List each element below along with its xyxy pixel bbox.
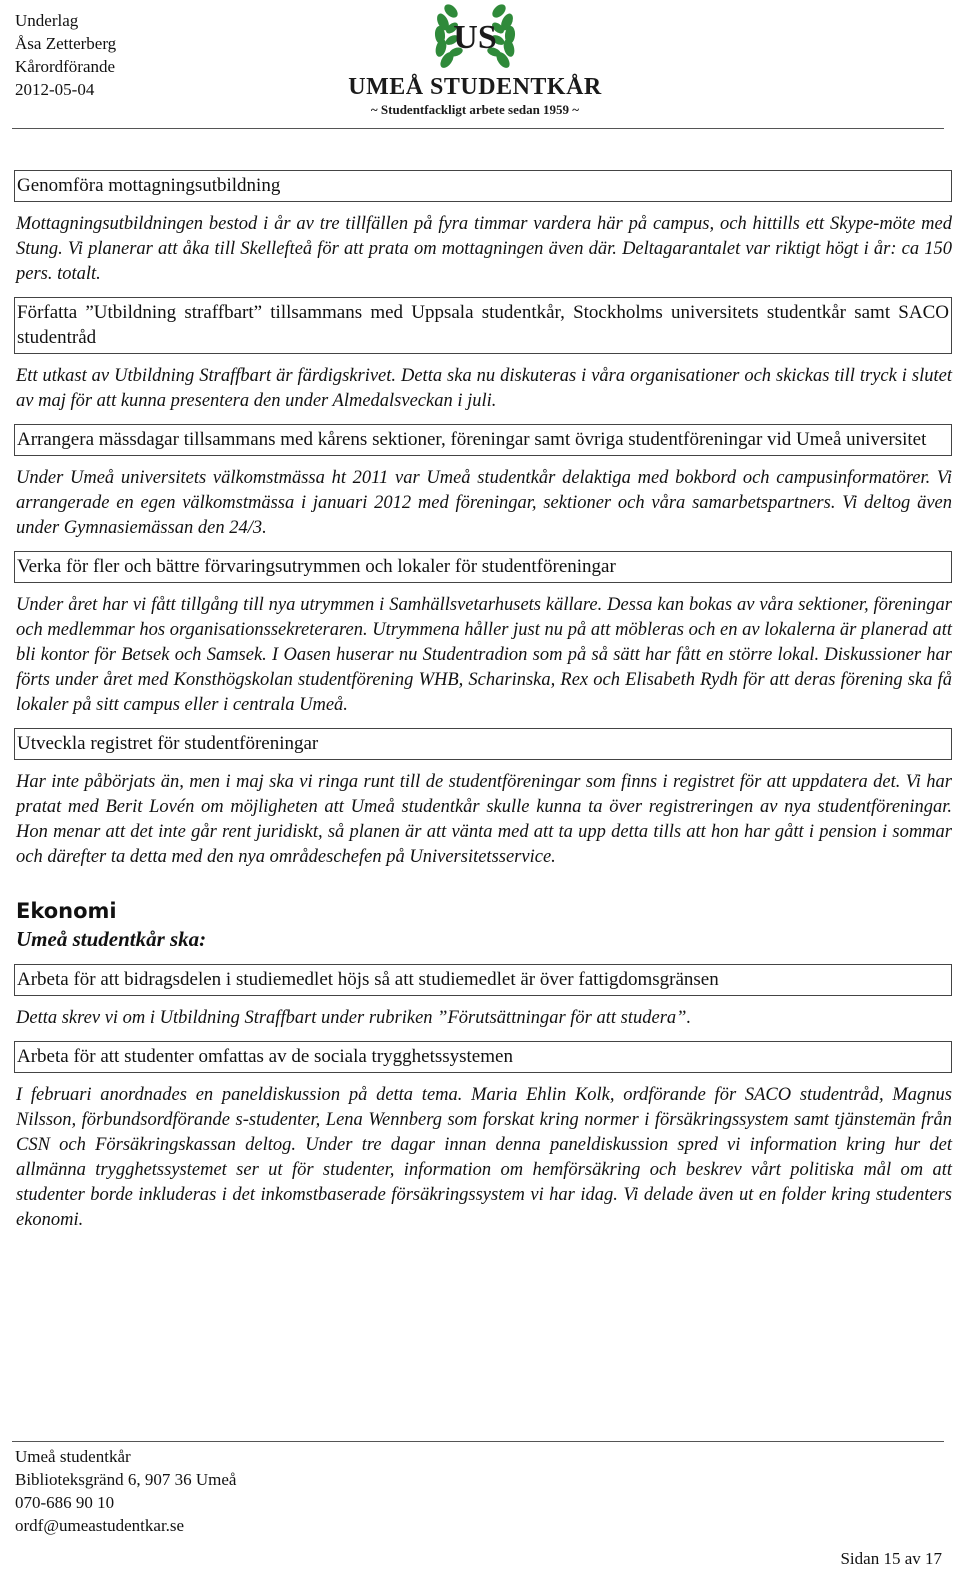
meta-line-date: 2012-05-04 bbox=[15, 80, 95, 99]
body-paragraph: I februari anordnades en paneldiskussion på detta tema. Maria Ehlin Kolk, ordförande för SACO studentråd, Magnus Nilsson, förbundsordförande s-studenter, Lena Wennberg som forskat kring normer i försäkringssystem samt tjänstemän från CSN och Försäkringskassan deltog. Under tre dagar innan denna paneldiskussion spred vi information kring hur det allmänna trygghetssystemet ser ut för studenter, information om hemförsäkring och beskrev vårt politiska mål om att studenter borde inkluderas i det inkomstbaserade försäkringssystem vi har idag. Vi delade även ut en folder kring studenters ekonomi. bbox=[16, 1085, 952, 1230]
logo-monogram: US bbox=[453, 19, 497, 56]
goal-box-forvaringsutrymmen: Verka för fler och bättre förvaringsutrymmen och lokaler för studentföreningar bbox=[14, 551, 952, 583]
logo-title: UMEÅ STUDENTKÅR bbox=[348, 74, 602, 100]
body-paragraph: Mottagningsutbildningen bestod i år av tre tillfällen på fyra timmar vardera här på campus, och hittills ett Skype-möte med Stung. Vi planerar att åka till Skellefteå för att prata om mottagningen även där. Deltagarantalet var riktigt högt i år: ca 150 pers. totalt. bbox=[16, 214, 952, 284]
meta-line-author: Åsa Zetterberg bbox=[15, 34, 117, 53]
footer-contact bbox=[15, 1445, 236, 1537]
footer-email: ordf@umeastudentkar.se bbox=[15, 1516, 185, 1535]
body-paragraph: Har inte påbörjats än, men i maj ska vi ringa runt till de studentföreningar som finns i registret för att uppdatera det. Vi har pratat med Berit Lovén om möjligheten att Umeå studentkår skulle kunna ta över registreringen av nya studentföreningar. Hon menar att det inte går rent juridiskt, så planen är att vänta med att ta upp detta tills att hon har gått i pension i sommar och därefter ta detta med den nya områdeschefen på Universitetsservice. bbox=[16, 772, 952, 867]
goal-box-massdagar: Arrangera mässdagar tillsammans med kårens sektioner, föreningar samt övriga studentföreningar vid Umeå universitet bbox=[14, 424, 952, 456]
document-body bbox=[14, 170, 952, 1243]
footer-phone: 070-686 90 10 bbox=[15, 1493, 115, 1512]
footer-org: Umeå studentkår bbox=[15, 1447, 131, 1466]
body-paragraph: Ett utkast av Utbildning Straffbart är färdigskrivet. Detta ska nu diskuteras i våra organisationer och skickas till tryck i slutet av maj för att kunna presentera den under Almedalsveckan i juli. bbox=[16, 366, 952, 411]
header-divider bbox=[12, 128, 944, 129]
section-heading-ekonomi: Ekonomi bbox=[16, 899, 117, 923]
goal-box-registret: Utveckla registret för studentföreningar bbox=[14, 728, 952, 760]
body-paragraph: Detta skrev vi om i Utbildning Straffbart under rubriken ”Förutsättningar för att studera”. bbox=[16, 1008, 692, 1028]
document-meta bbox=[15, 9, 116, 101]
laurel-wreath-icon bbox=[348, 2, 602, 74]
page-number: Sidan 15 av 17 bbox=[840, 1549, 942, 1568]
meta-line-role: Kårordförande bbox=[15, 57, 116, 76]
goal-box-trygghetssystem: Arbeta för att studenter omfattas av de sociala trygghetssystemen bbox=[14, 1041, 952, 1073]
meta-line-type: Underlag bbox=[15, 11, 79, 30]
goal-box-utbildning-straffbart: Författa ”Utbildning straffbart” tillsammans med Uppsala studentkår, Stockholms universitets studentkår samt SACO studentråd bbox=[14, 297, 952, 354]
umea-studentkar-logo bbox=[348, 2, 602, 120]
footer-divider bbox=[12, 1441, 944, 1442]
body-paragraph: Under året har vi fått tillgång till nya utrymmen i Samhällsvetarhusets källare. Dessa kan bokas av våra sektioner, föreningar och medlemmar hos organisationssekreteraren. Utrymmena håller just nu på att möbleras och en av lokalerna är planerad att bli kontor för Betsek och Samsek. I Oasen huserar nu Studentradion som på så sätt har fått en större lokal. Diskussioner har förts under året med Konsthögskolan studentförening WHB, Scharinska, Rex och Elisabeth Rydh för att deras förening ska få lokaler på sitt campus eller i centrala Umeå. bbox=[16, 595, 952, 715]
goal-box-studiemedel: Arbeta för att bidragsdelen i studiemedlet höjs så att studiemedlet är över fattigdomsgränsen bbox=[14, 964, 952, 996]
section-subheading: Umeå studentkår ska: bbox=[16, 927, 207, 951]
body-paragraph: Under Umeå universitets välkomstmässa ht 2011 var Umeå studentkår delaktiga med bokbord och campusinformatörer. Vi arrangerade en egen välkomstmässa i januari 2012 med föreningar, sektioner och våra samarbetspartners. Vi deltog även under Gymnasiemässan den 24/3. bbox=[16, 468, 952, 538]
goal-box-mottagningsutbildning: Genomföra mottagningsutbildning bbox=[14, 170, 952, 202]
logo-subtitle: ~ Studentfackligt arbete sedan 1959 ~ bbox=[370, 102, 580, 117]
footer-address: Biblioteksgränd 6, 907 36 Umeå bbox=[15, 1470, 237, 1489]
